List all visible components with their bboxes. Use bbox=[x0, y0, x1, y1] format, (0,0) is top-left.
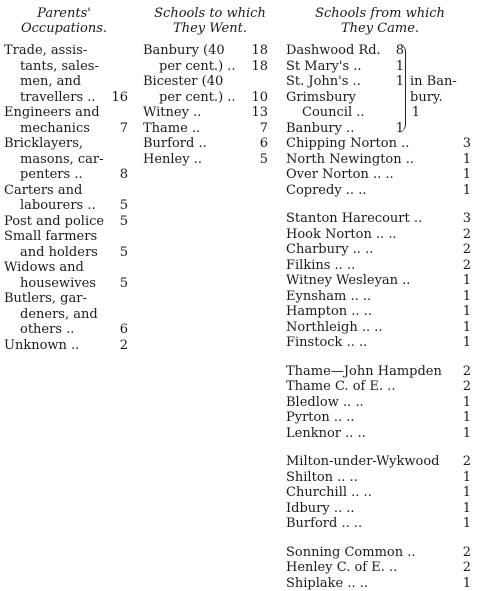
row-value: 3 bbox=[462, 211, 471, 226]
row-label: Grimsbury bbox=[286, 89, 357, 105]
row-value: 1 bbox=[462, 319, 471, 335]
table-row bbox=[143, 121, 268, 137]
row-label: Henley C. of E. .. bbox=[286, 560, 398, 575]
table-row bbox=[286, 152, 471, 168]
table-row bbox=[4, 338, 128, 354]
row-label: tants, sales- bbox=[20, 58, 99, 74]
schools-came-column bbox=[286, 43, 471, 591]
row-label: Thame—John Hampden bbox=[286, 363, 442, 379]
table-row bbox=[143, 43, 268, 59]
header-schools-came bbox=[290, 6, 470, 36]
row-label: Banbury (40 bbox=[143, 43, 225, 58]
row-label: Hampton .. .. bbox=[286, 304, 372, 319]
row-label: Dashwood Rd. bbox=[286, 43, 381, 58]
row-label: Witney Wesleyan .. bbox=[286, 273, 411, 288]
row-label: Filkins .. .. bbox=[286, 257, 356, 273]
row-label: Post and police bbox=[4, 213, 105, 229]
row-label: Charbury .. .. bbox=[286, 242, 374, 257]
schools-went-column bbox=[143, 43, 268, 167]
row-value: 5 bbox=[259, 151, 268, 167]
table-row bbox=[143, 59, 268, 75]
table-row bbox=[286, 167, 471, 183]
row-label: Burford .. bbox=[143, 136, 207, 151]
row-label: Carters and bbox=[4, 182, 83, 198]
row-value: 1 bbox=[462, 485, 471, 500]
row-label: Butlers, gar- bbox=[4, 291, 87, 306]
table-row bbox=[286, 426, 471, 442]
row-value: 2 bbox=[462, 379, 471, 394]
row-value: 1 bbox=[462, 425, 471, 441]
row-value: 1 bbox=[462, 273, 471, 288]
table-row bbox=[4, 90, 128, 106]
row-label: Eynsham .. .. bbox=[286, 288, 372, 304]
table-row bbox=[4, 322, 128, 338]
table-row bbox=[4, 214, 128, 230]
row-label: St Mary's .. bbox=[286, 58, 362, 74]
row-label: Sonning Common .. bbox=[286, 544, 416, 560]
row-label: Unknown .. bbox=[4, 337, 80, 353]
group-gap bbox=[286, 198, 471, 211]
table-row bbox=[4, 74, 128, 90]
banbury-brace bbox=[397, 43, 406, 133]
row-value bbox=[116, 260, 128, 276]
table-row bbox=[286, 74, 404, 90]
in-banbury-line: bury. bbox=[410, 89, 443, 105]
table-row bbox=[286, 335, 471, 351]
table-row bbox=[4, 59, 128, 75]
row-label: Small farmers bbox=[4, 229, 98, 244]
group-gap bbox=[286, 441, 471, 454]
row-value: 2 bbox=[462, 363, 471, 379]
table-row bbox=[286, 516, 471, 532]
row-label: Pyrton .. .. bbox=[286, 410, 355, 425]
row-value: 5 bbox=[119, 198, 128, 213]
table-row bbox=[286, 273, 471, 289]
row-label: Hook Norton .. .. bbox=[286, 226, 397, 242]
table-row bbox=[286, 59, 404, 75]
table-row bbox=[4, 167, 128, 183]
table-row bbox=[4, 136, 128, 152]
row-label: penters .. bbox=[20, 167, 83, 182]
row-label: Banbury .. bbox=[286, 120, 355, 136]
table-row bbox=[286, 136, 471, 152]
row-label: and holders bbox=[20, 244, 98, 260]
row-value: 1 bbox=[462, 304, 471, 319]
table-row bbox=[4, 198, 128, 214]
table-row bbox=[286, 90, 404, 106]
table-row bbox=[286, 364, 471, 380]
table-row bbox=[4, 245, 128, 261]
row-label: Chipping Norton .. bbox=[286, 136, 410, 151]
row-value: 1 bbox=[462, 182, 471, 198]
table-row bbox=[4, 105, 128, 121]
row-value: 1 bbox=[462, 335, 471, 350]
group-gap bbox=[286, 351, 471, 364]
row-value: 2 bbox=[462, 454, 471, 469]
table-row bbox=[286, 560, 471, 576]
row-value: 2 bbox=[462, 560, 471, 575]
table-row bbox=[286, 258, 471, 274]
table-row bbox=[286, 242, 471, 258]
table-row bbox=[4, 260, 128, 276]
row-value bbox=[116, 105, 128, 121]
row-label: Copredy .. .. bbox=[286, 182, 367, 198]
table-row bbox=[4, 121, 128, 137]
header-parents-occupations bbox=[4, 6, 124, 36]
row-value: 1 bbox=[395, 74, 404, 89]
row-value: 2 bbox=[462, 242, 471, 257]
table-row bbox=[143, 90, 268, 106]
row-label: Stanton Harecourt .. bbox=[286, 211, 423, 226]
table-row bbox=[286, 121, 404, 137]
row-value: 1 bbox=[462, 469, 471, 485]
table-row bbox=[286, 576, 471, 591]
row-label: Bicester (40 bbox=[143, 74, 224, 89]
row-label: Bledlow .. .. bbox=[286, 394, 364, 410]
row-value: 5 bbox=[119, 244, 128, 260]
table-row bbox=[286, 320, 471, 336]
table-row bbox=[143, 152, 268, 168]
table-row bbox=[4, 43, 128, 59]
table-row bbox=[4, 307, 128, 323]
header-schools-went bbox=[140, 6, 280, 36]
row-value bbox=[116, 59, 128, 75]
row-value: 6 bbox=[119, 322, 128, 337]
table-row bbox=[143, 105, 268, 121]
table-row bbox=[286, 289, 471, 305]
row-label: men, and bbox=[20, 74, 82, 89]
row-label: Trade, assis- bbox=[4, 43, 88, 58]
row-label: Northleigh .. .. bbox=[286, 319, 383, 335]
header-line: Schools from which bbox=[315, 6, 445, 21]
row-value: 18 bbox=[251, 58, 268, 74]
row-label: Idbury .. .. bbox=[286, 500, 355, 516]
row-label: masons, car- bbox=[20, 151, 104, 167]
row-label: others .. bbox=[20, 322, 75, 337]
row-value bbox=[116, 74, 128, 90]
in-banbury-label bbox=[410, 74, 457, 105]
row-value: 1 bbox=[462, 410, 471, 425]
row-value: 7 bbox=[119, 120, 128, 136]
table-row bbox=[286, 485, 471, 501]
table-row bbox=[286, 454, 471, 470]
row-value: 1 bbox=[462, 288, 471, 304]
row-value: 7 bbox=[259, 120, 268, 136]
row-value: 8 bbox=[395, 43, 404, 58]
row-label: Burford .. .. bbox=[286, 516, 363, 531]
row-value bbox=[116, 229, 128, 245]
row-value: 1 bbox=[411, 105, 420, 120]
table-row bbox=[286, 501, 471, 517]
row-value: 5 bbox=[119, 275, 128, 291]
table-row bbox=[143, 74, 268, 90]
row-value: 5 bbox=[119, 213, 128, 229]
table-row bbox=[286, 410, 471, 426]
row-label: travellers .. bbox=[20, 89, 96, 105]
header-line: They Went. bbox=[173, 21, 247, 36]
row-value bbox=[256, 74, 268, 90]
row-value: 1 bbox=[462, 151, 471, 167]
row-label: Engineers and bbox=[4, 105, 100, 120]
row-label: St. John's .. bbox=[286, 74, 361, 89]
row-label: Thame C. of E. .. bbox=[286, 379, 396, 394]
row-value: 1 bbox=[395, 58, 404, 74]
row-label: labourers .. bbox=[20, 198, 96, 213]
table-row bbox=[286, 470, 471, 486]
row-value bbox=[116, 183, 128, 199]
row-label: Shiplake .. .. bbox=[286, 575, 369, 591]
table-row bbox=[286, 395, 471, 411]
row-value: 13 bbox=[251, 105, 268, 120]
table-row bbox=[143, 136, 268, 152]
row-label: housewives bbox=[20, 275, 96, 291]
row-value: 1 bbox=[462, 516, 471, 531]
row-value: 2 bbox=[462, 257, 471, 273]
row-value bbox=[116, 291, 128, 307]
row-value: 16 bbox=[111, 89, 128, 105]
row-value: 1 bbox=[462, 575, 471, 591]
row-label: Henley .. bbox=[143, 151, 202, 167]
row-value: 10 bbox=[251, 89, 268, 105]
table-row bbox=[286, 43, 404, 59]
table-row bbox=[4, 152, 128, 168]
header-line: They Came. bbox=[340, 21, 420, 36]
row-label: Council .. bbox=[302, 105, 365, 120]
row-value bbox=[116, 43, 128, 59]
row-value: 8 bbox=[119, 167, 128, 182]
row-label: Milton-under-Wykwood bbox=[286, 454, 440, 469]
row-value: 3 bbox=[462, 136, 471, 151]
row-label: Widows and bbox=[4, 260, 84, 275]
row-label: Bricklayers, bbox=[4, 136, 84, 151]
row-label: Witney .. bbox=[143, 105, 202, 120]
row-value bbox=[116, 136, 128, 152]
table-row bbox=[286, 211, 471, 227]
row-value: 1 bbox=[462, 500, 471, 516]
header-line: Parents' bbox=[37, 6, 91, 21]
table-row bbox=[4, 276, 128, 292]
table-row bbox=[286, 183, 471, 199]
row-label: per cent.) .. bbox=[159, 89, 236, 105]
row-value: 1 bbox=[462, 167, 471, 182]
row-value: 18 bbox=[251, 43, 268, 58]
header-line: Schools to which bbox=[154, 6, 266, 21]
row-value: 6 bbox=[259, 136, 268, 151]
row-label: Thame .. bbox=[143, 120, 201, 136]
table-row bbox=[286, 545, 471, 561]
occupations-column bbox=[4, 43, 128, 353]
header-line: Occupations. bbox=[20, 21, 108, 36]
row-value: 2 bbox=[119, 337, 128, 353]
row-value bbox=[116, 152, 128, 168]
table-row bbox=[4, 291, 128, 307]
row-value: 2 bbox=[462, 226, 471, 242]
row-value: 2 bbox=[462, 544, 471, 560]
row-label: Churchill .. .. bbox=[286, 485, 372, 500]
row-label: Finstock .. .. bbox=[286, 335, 368, 350]
in-banbury-line: in Ban- bbox=[410, 74, 457, 89]
table-row bbox=[286, 227, 471, 243]
row-value: 1 bbox=[395, 120, 404, 136]
table-row bbox=[4, 229, 128, 245]
row-label: Shilton .. .. bbox=[286, 469, 358, 485]
row-value: 1 bbox=[462, 394, 471, 410]
group-gap bbox=[286, 532, 471, 545]
row-label: Over Norton .. .. bbox=[286, 167, 394, 182]
row-label: mechanics bbox=[20, 120, 90, 136]
row-label: Lenknor .. .. bbox=[286, 425, 366, 441]
row-label: per cent.) .. bbox=[159, 58, 236, 74]
row-value bbox=[116, 307, 128, 323]
table-row bbox=[286, 304, 471, 320]
table-row bbox=[286, 379, 471, 395]
table-row bbox=[4, 183, 128, 199]
row-label: North Newington .. bbox=[286, 151, 415, 167]
row-label: deners, and bbox=[20, 306, 98, 322]
